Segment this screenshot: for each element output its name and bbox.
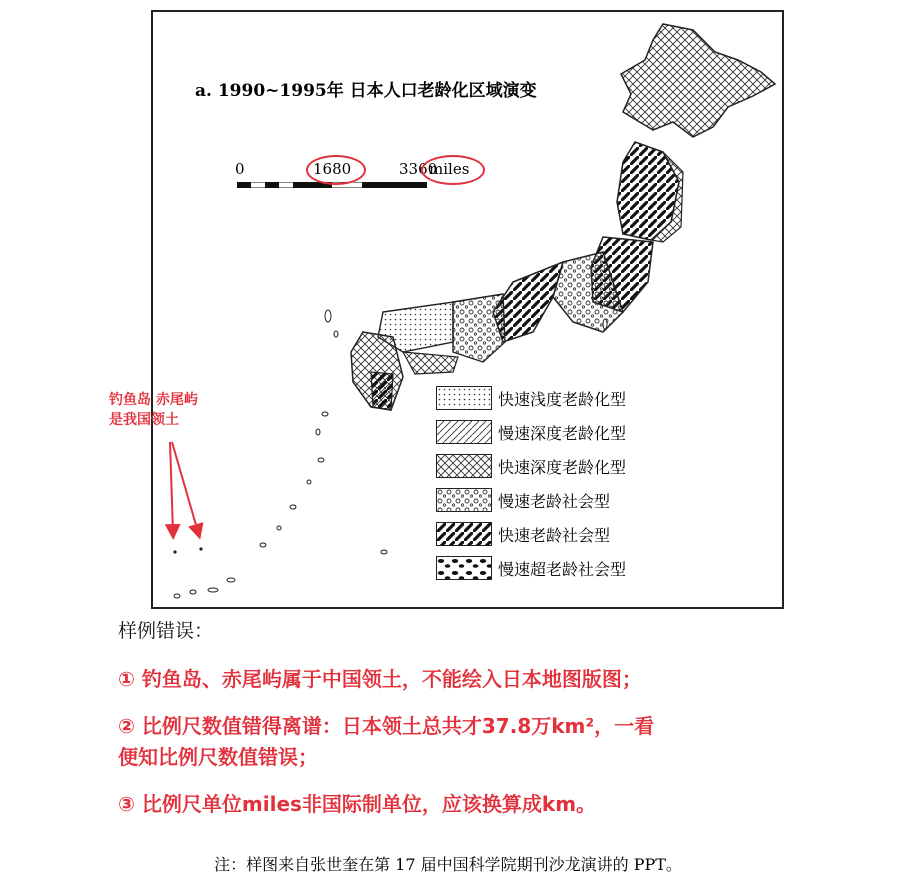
- legend-label: 快速浅度老龄化型: [498, 390, 627, 409]
- legend-label: 慢速超老龄社会型: [498, 560, 627, 579]
- legend-label: 快速深度老龄化型: [498, 458, 627, 477]
- legend-label: 慢速老龄社会型: [498, 492, 611, 511]
- legend-swatch-diag-heavy: [436, 522, 492, 546]
- error-item-2-line-2: 便知比例尺数值错误；: [118, 745, 318, 769]
- source-footnote: 注：样图来自张世奎在第 17 届中国科学院期刊沙龙演讲的 PPT。: [214, 855, 682, 874]
- map-title: a. 1990~1995年 日本人口老龄化区域演变: [195, 81, 537, 101]
- legend-label: 慢速深度老龄化型: [498, 424, 627, 443]
- japan-map: [153, 12, 784, 609]
- highlight-ring-1680: [306, 155, 366, 185]
- error-item-1: ① 钓鱼岛、赤尾屿属于中国领土，不能绘入日本地图版图；: [118, 667, 642, 691]
- annotation-arrows: [160, 440, 210, 550]
- legend-label: 快速老龄社会型: [498, 526, 611, 545]
- error-item-3: ③ 比例尺单位miles非国际制单位，应该换算成km。: [118, 792, 597, 816]
- errors-heading: 样例错误：: [118, 620, 214, 642]
- map-frame: [151, 10, 784, 609]
- scale-tick-0: 0: [235, 160, 245, 178]
- annotation-line-1: 钓鱼岛 赤尾屿: [109, 392, 198, 408]
- territory-annotation: [109, 390, 198, 430]
- legend-swatch-circles: [436, 488, 492, 512]
- shikoku-region: [403, 352, 458, 374]
- kyushu-south: [371, 372, 393, 410]
- scale-tick-1: 1680: [313, 160, 352, 178]
- legend-swatch-blobs: [436, 556, 492, 580]
- legend-swatch-cross: [436, 454, 492, 478]
- kinki-region: [453, 294, 505, 362]
- legend-swatch-diag-light: [436, 420, 492, 444]
- hokkaido-region: [621, 24, 775, 137]
- scale-unit: miles: [429, 160, 470, 178]
- legend-swatch-dots: [436, 386, 492, 410]
- highlight-ring-miles: [421, 155, 485, 185]
- error-item-2-line-1: ② 比例尺数值错得离谱：日本领土总共才37.8万km²，一看: [118, 714, 655, 738]
- scale-tick-2: 3360: [399, 160, 438, 178]
- annotation-line-2: 是我国领土: [109, 412, 179, 428]
